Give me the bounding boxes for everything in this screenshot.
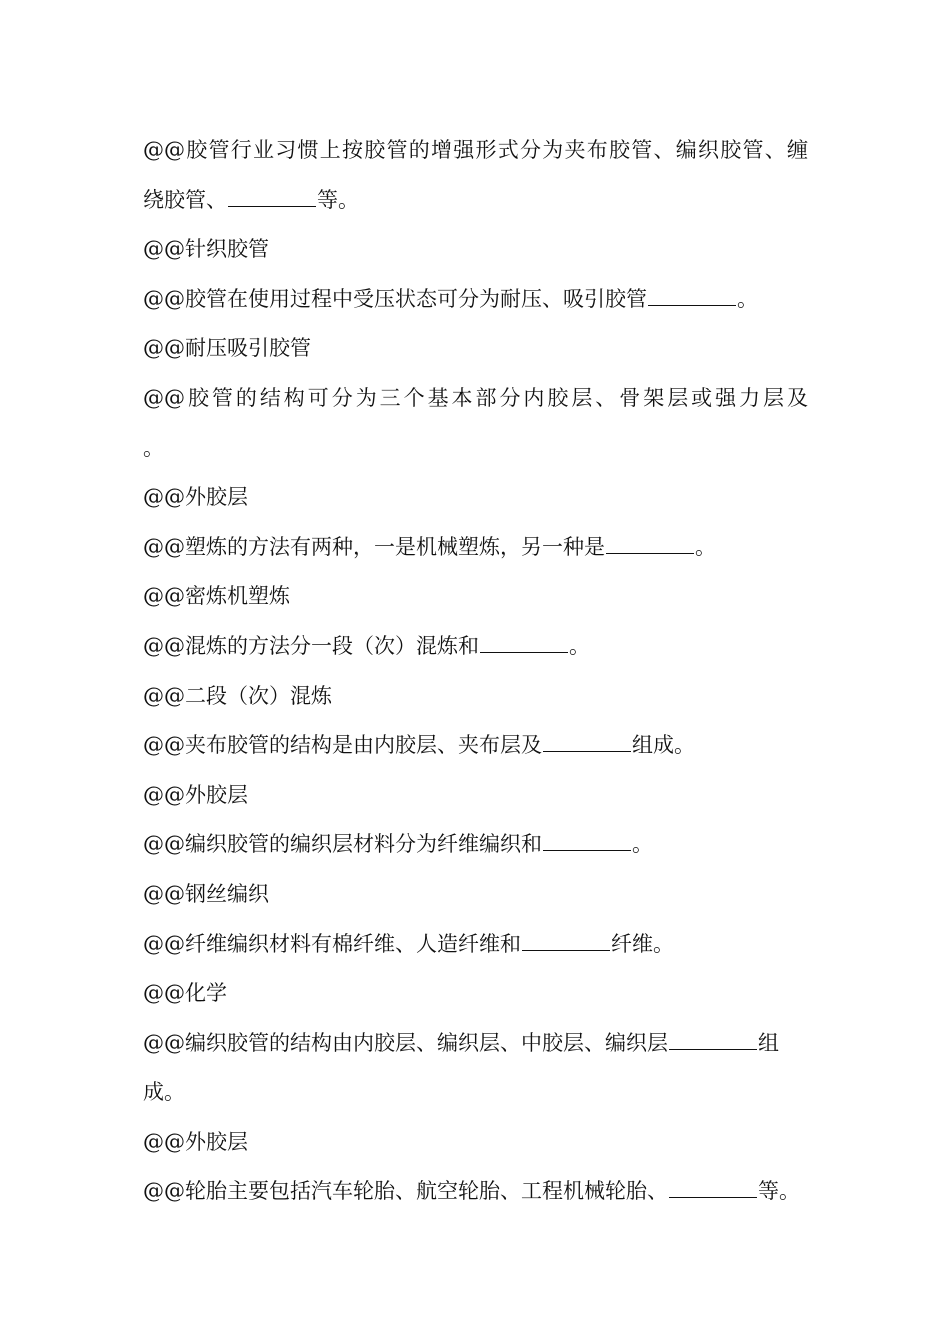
question-line [143, 424, 808, 474]
question-text: @@胶管在使用过程中受压状态可分为耐压、吸引胶管 [143, 286, 647, 311]
document-page [143, 126, 808, 1217]
answer-blank [543, 733, 631, 752]
question-text: 组 [758, 1030, 779, 1055]
answer-text: @@二段（次）混炼 [143, 683, 332, 708]
answer-text: @@针织胶管 [143, 237, 269, 262]
answer-blank [543, 832, 631, 851]
question-text: @@塑炼的方法有两种，一是机械塑炼，另一种是 [143, 534, 605, 559]
answer-text: @@化学 [143, 981, 227, 1006]
question-text: @@纤维编织材料有棉纤维、人造纤维和 [143, 931, 521, 956]
answer-blank [669, 1179, 757, 1198]
answer-text: @@耐压吸引胶管 [143, 336, 311, 361]
question-line [143, 622, 808, 672]
question-text: 纤维。 [611, 931, 674, 956]
question-text: 成。 [143, 1080, 185, 1105]
answer-blank [648, 287, 736, 306]
question-text: @@混炼的方法分一段（次）混炼和 [143, 633, 479, 658]
question-text: @@编织胶管的编织层材料分为纤维编织和 [143, 832, 542, 857]
answer-line [143, 473, 808, 523]
answer-line [143, 969, 808, 1019]
question-text: 。 [143, 435, 164, 460]
question-text: 绕胶管、 [143, 187, 227, 212]
question-text: 等。 [758, 1179, 800, 1204]
question-text: @@轮胎主要包括汽车轮胎、航空轮胎、工程机械轮胎、 [143, 1179, 668, 1204]
answer-line [143, 1118, 808, 1168]
answer-blank [228, 188, 316, 207]
question-text: @@夹布胶管的结构是由内胶层、夹布层及 [143, 733, 542, 758]
answer-blank [522, 932, 610, 951]
question-line [143, 1019, 808, 1069]
question-text: @@编织胶管的结构由内胶层、编织层、中胶层、编织层 [143, 1030, 668, 1055]
question-text: 。 [695, 534, 716, 559]
question-text: 组成。 [632, 733, 695, 758]
question-text: 。 [737, 286, 758, 311]
question-line [143, 920, 808, 970]
answer-line [143, 572, 808, 622]
answer-text: @@外胶层 [143, 485, 248, 510]
answer-blank [480, 634, 568, 653]
answer-text: @@密炼机塑炼 [143, 584, 290, 609]
answer-blank [669, 1031, 757, 1050]
question-line [143, 1068, 808, 1118]
answer-line [143, 672, 808, 722]
answer-line [143, 771, 808, 821]
question-line [143, 523, 808, 573]
answer-line [143, 324, 808, 374]
answer-line [143, 870, 808, 920]
question-text: 等。 [317, 187, 359, 212]
question-line [143, 721, 808, 771]
question-text: @@胶管行业习惯上按胶管的增强形式分为夹布胶管、编织胶管、缠 [143, 138, 808, 162]
answer-text: @@外胶层 [143, 1129, 248, 1154]
question-line [143, 176, 808, 226]
answer-line [143, 225, 808, 275]
answer-blank [606, 535, 694, 554]
answer-text: @@外胶层 [143, 782, 248, 807]
question-text: @@胶管的结构可分为三个基本部分内胶层、骨架层或强力层及 [143, 385, 808, 410]
question-line [143, 275, 808, 325]
question-text: 。 [569, 633, 590, 658]
question-line [143, 126, 808, 176]
question-line [143, 374, 808, 424]
question-line [143, 1167, 808, 1217]
question-line [143, 820, 808, 870]
question-text: 。 [632, 832, 653, 857]
answer-text: @@钢丝编织 [143, 881, 269, 906]
